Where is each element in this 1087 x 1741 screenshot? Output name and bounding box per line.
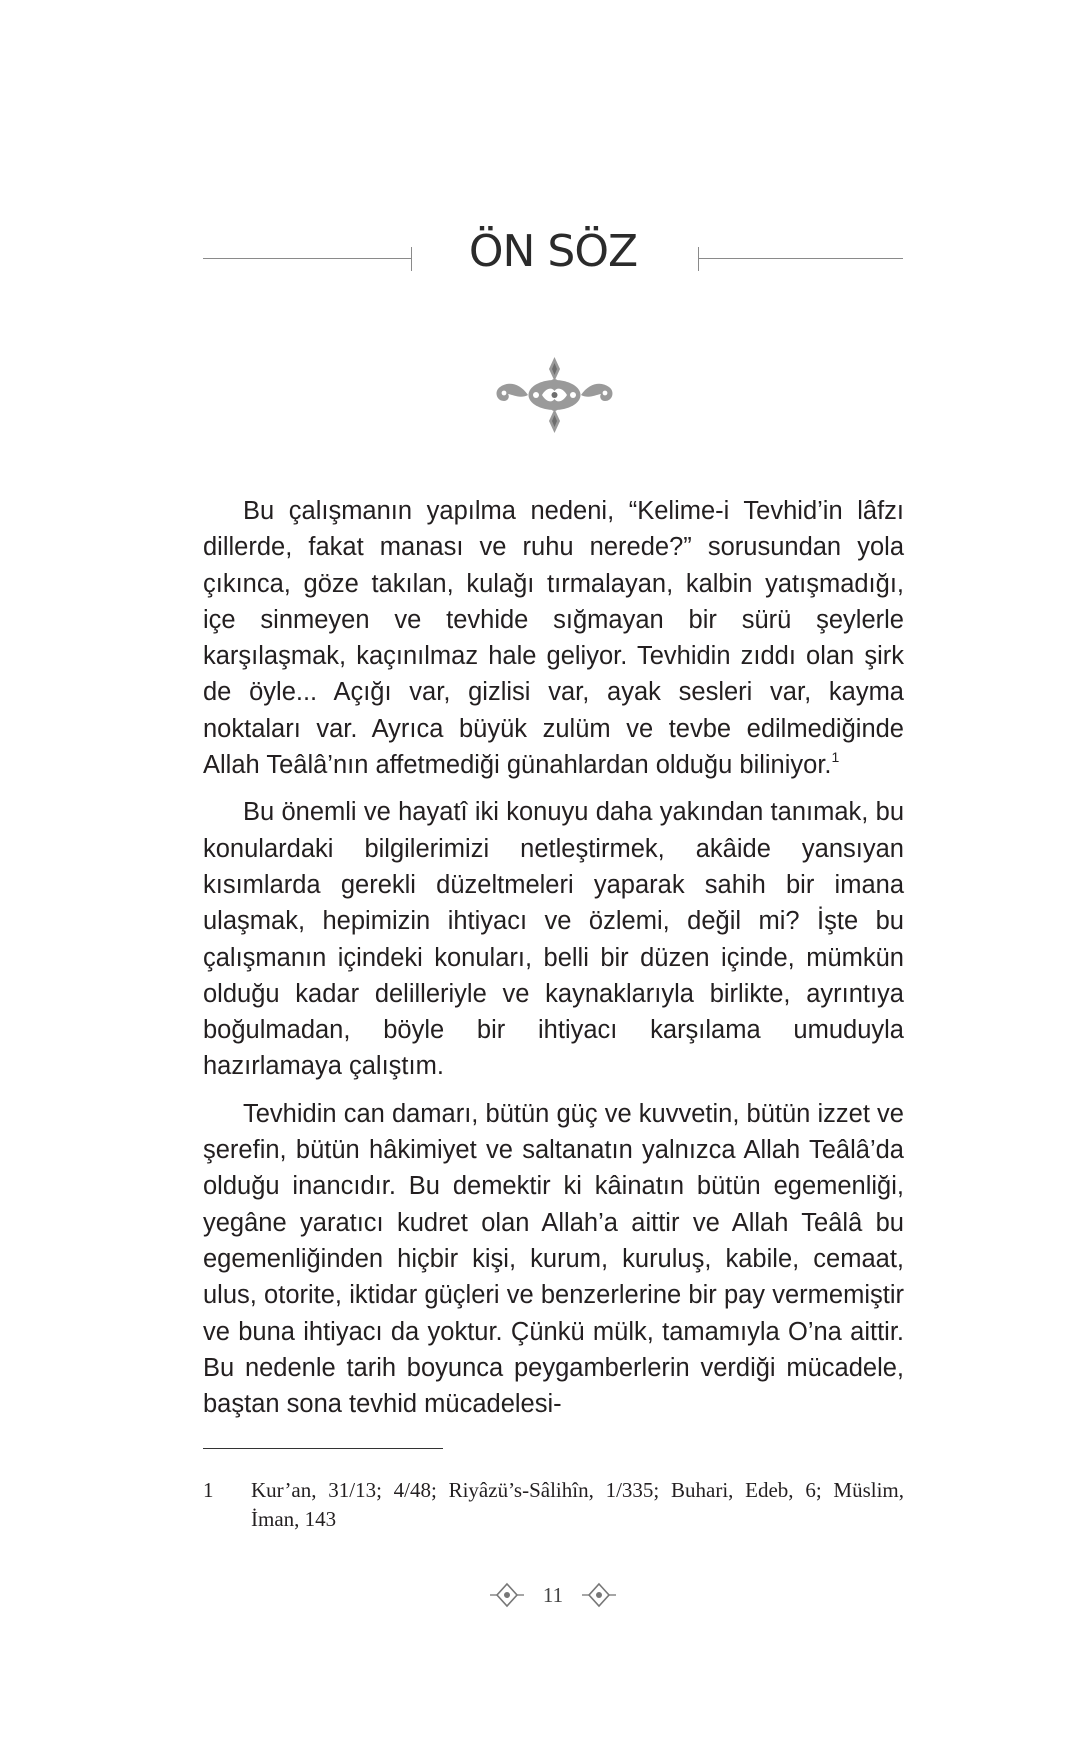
page-title: ÖN SÖZ	[468, 226, 638, 277]
diamond-scroll-icon	[582, 1580, 616, 1610]
paragraph-2: Bu önemli ve hayatî iki konuyu daha yakından tanımak, bu konulardaki bilgilerimizi netleştirmek, akâide yansıyan kısımlarda gerekli düzeltmeleri yaparak sahih bir imana ulaşmak, hepimizin ihtiyacı ve özlemi, değil mi? İşte bu çalışmanın içindeki konuları, belli bir düzen içinde, mümkün olduğu kadar delilleriyle ve kaynaklarıyla birlikte, ayrıntıya boğulmadan, böyle bir ihtiyacı karşılama umuduyla hazırlamaya çalıştım.	[203, 798, 904, 1081]
footnote-text: Kur’an, 31/13; 4/48; Riyâzü’s-Sâlihîn, 1/335; Buhari, Edeb, 6; Müslim, İman, 143	[251, 1478, 904, 1531]
paragraph-3: Tevhidin can damarı, bütün güç ve kuvvetin, bütün izzet ve şerefin, bütün hâkimiyet ve saltanatın yalnızca Allah Teâlâ’da olduğu inancıdır. Bu demektir ki kâinatın bütün egemenliği, yegâne yaratıcı kudret olan Allah’a aittir ve Allah Teâlâ bu egemenliğinden hiçbir kişi, kurum, kuruluş, kabile, cemaat, ulus, otorite, iktidar güçleri ve benzerlerine bir pay vermemiştir ve buna ihtiyacı da yoktur. Çünkü mülk, tamamıyla O’na aittir. Bu nedenle tarih boyunca peygamberlerin verdiği mücadele, baştan sona tevhid mücadelesi-	[203, 1099, 904, 1419]
footnote	[203, 1476, 904, 1534]
heading-tick-right	[698, 247, 699, 271]
diamond-scroll-icon	[490, 1580, 524, 1610]
floral-ornament-icon	[492, 355, 617, 435]
heading-rule-right	[698, 258, 903, 259]
footnote-number: 1	[203, 1478, 214, 1502]
footnote-divider	[203, 1448, 443, 1449]
paragraph-1-text: Bu çalışmanın yapılma nedeni, “Kelime-i Tevhid’in lâfzı dillerde, fakat manası ve ruhu nerede?” sorusundan yola çıkınca, göze takılan, kulağı tırmalayan, kalbin yatışmadığı, içe sinmeyen ve tevhide sığmayan bir sürü şeylerle karşılaşmak, kaçınılmaz hale geliyor. Tevhidin zıddı olan şirk de öyle... Açığı var, gizlisi var, ayak sesleri var, kayma noktaları var. Ayrıca büyük zulüm ve tevbe edilmediğinde Allah Teâlâ’nın affetmediği günahlardan olduğu biliniyor.	[203, 497, 904, 780]
footnote-ref: 1	[831, 748, 840, 765]
body-text	[203, 493, 904, 1433]
paragraph-1	[203, 493, 904, 783]
page-number-area	[488, 1580, 618, 1612]
page-number: 11	[542, 1583, 564, 1607]
chapter-heading	[203, 220, 903, 300]
